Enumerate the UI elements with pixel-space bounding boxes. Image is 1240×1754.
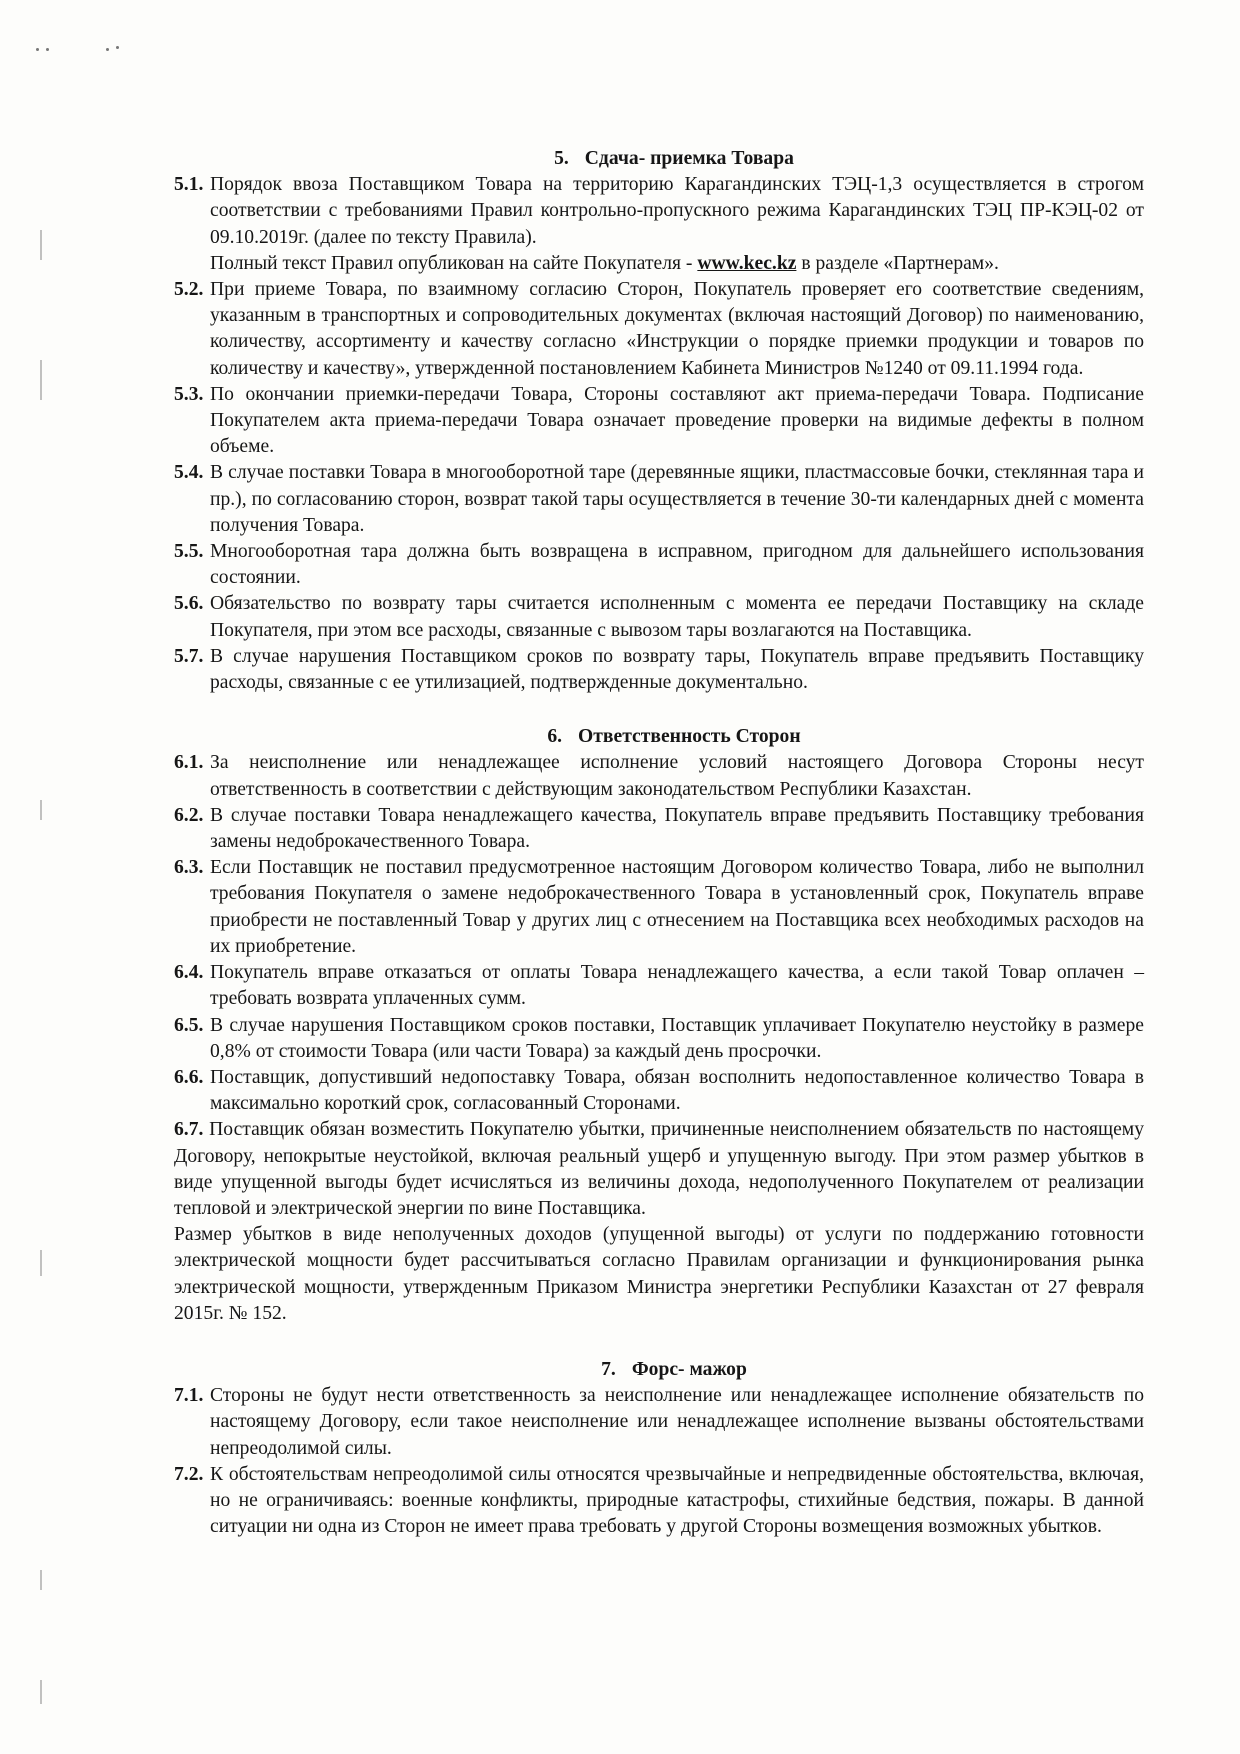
section-7-title: 7. Форс- мажор (601, 1358, 747, 1380)
clause-6-3 (174, 855, 1144, 960)
clause-number: 5.2. (174, 279, 204, 301)
clause-number: 5.5. (174, 541, 204, 563)
clause-6-6 (174, 1065, 1144, 1117)
clause-5-3 (174, 382, 1144, 461)
clause-number: 6.7. (174, 1119, 204, 1141)
clause-5-6 (174, 591, 1144, 643)
clause-text: Полный текст Правил опубликован на сайте Покупателя - www.kec.kz в разделе «Партнерам». (210, 252, 999, 274)
clause-text: В случае поставки Товара в многооборотной таре (деревянные ящики, пластмассовые бочки, стеклянная тара и пр.), по согласованию сторон, возврат такой тары осуществляется в течение 30-ти календарных дней с момента получения Товара. (210, 462, 1144, 536)
clause-number: 5.1. (174, 174, 204, 196)
clause-5-1 (174, 172, 1144, 277)
clause-text: За неисполнение или ненадлежащее исполнение условий настоящего Договора Стороны несут ответственность в соответствии с действующим законодательством Республики Казахстан. (210, 752, 1144, 800)
clause-6-2 (174, 803, 1144, 855)
scan-edge-mark (40, 230, 42, 260)
clause-text: В случае поставки Товара ненадлежащего качества, Покупатель вправе предъявить Поставщику требования замены недоброкачественного Товара. (210, 804, 1144, 853)
clause-text: Обязательство по возврату тары считается исполненным с момента ее передачи Поставщику на складе Покупателя, при этом все расходы, связанные с вывозом тары возлагаются на Поставщика. (210, 593, 1144, 641)
scan-edge-mark (40, 360, 42, 400)
clause-number: 6.3. (174, 857, 204, 879)
clause-text: При приеме Товара, по взаимному согласию Сторон, Покупатель проверяет его соответствие сведениям, указанным в транспортных и сопроводительных документах (включая настоящий Договор) по наименованию, количеству, ассортименту и качеству согласно «Инструкции о порядке приемки продукции и товаров по количеству и качеству», утвержденной постановлением Кабинета Министров №1240 от 09.11.1994 года. (210, 279, 1144, 379)
clause-number: 6.1. (174, 752, 204, 774)
clause-text: Поставщик обязан возместить Покупателю убытки, причиненные неисполнением обязательств по настоящему Договору, непокрытые неустойкой, включая реальный ущерб и упущенную выгоду. При этом размер убытков в виде упущенной выгоды будет исчисляться из величины дохода, недополученного Покупателем от реализации тепловой и электрической энергии по вине Поставщика. (174, 1119, 1144, 1219)
scan-edge-mark (40, 1570, 42, 1590)
scan-edge-mark (40, 800, 42, 820)
clause-5-4 (174, 460, 1144, 539)
clause-number: 5.3. (174, 383, 204, 405)
clause-text: Порядок ввоза Поставщиком Товара на территорию Карагандинских ТЭЦ-1,3 осуществляется в строгом соответствии с требованиями Правил контрольно-пропускного режима Карагандинских ТЭЦ ПР-КЭЦ-02 от 09.10.2019г. (далее по тексту Правила). (210, 174, 1144, 248)
clause-5-7 (174, 644, 1144, 696)
clause-text: К обстоятельствам непреодолимой силы относятся чрезвычайные и непредвиденные обстоятельства, включая, но не ограничиваясь: военные конфликты, природные катастрофы, стихийные бедствия, пожары. В данной ситуации ни одна из Сторон не имеет права требовать у другой Стороны возмещения возможных убытков. (210, 1463, 1144, 1538)
clause-text: Покупатель вправе отказаться от оплаты Товара ненадлежащего качества, а если такой Товар оплачен – требовать возврата уплаченных сумм. (210, 962, 1144, 1010)
clause-text: В случае нарушения Поставщиком сроков по возврату тары, Покупатель вправе предъявить Поставщику расходы, связанные с ее утилизацией, подтвержденные документально. (210, 645, 1144, 694)
scan-edge-mark (40, 1250, 42, 1276)
scan-edge-mark (40, 1680, 42, 1704)
clause-text: Если Поставщик не поставил предусмотренное настоящим Договором количество Товара, либо не выполнил требования Покупателя о замене недоброкачественного Товара в установленный срок, Покупатель вправе приобрести не поставленный Товар у других лиц с отнесением на Поставщика всех необходимых расходов на их приобретение. (210, 857, 1144, 957)
website-link[interactable]: www.kec.kz (697, 252, 797, 274)
clause-6-1 (174, 750, 1144, 802)
clause-text: Стороны не будут нести ответственность за неисполнение или ненадлежащее исполнение обязательств по настоящему Договору, если такое неисполнение или ненадлежащее исполнение вызваны обстоятельствами непреодолимой силы. (210, 1385, 1144, 1459)
clause-number: 6.6. (174, 1066, 204, 1088)
clause-6-4 (174, 960, 1144, 1012)
document-page (174, 146, 1144, 1540)
clause-text: По окончании приемки-передачи Товара, Стороны составляют акт приема-передачи Товара. Подписание Покупателем акта приема-передачи Товара означает проведение проверки на видимые дефекты в полном объеме. (210, 383, 1144, 458)
clause-6-5 (174, 1013, 1144, 1065)
clause-text: Поставщик, допустивший недопоставку Товара, обязан восполнить недопоставленное количество Товара в максимально короткий срок, согласованный Сторонами. (210, 1066, 1144, 1115)
clause-number: 7.1. (174, 1385, 204, 1407)
clause-number: 5.6. (174, 593, 204, 615)
clause-number: 6.2. (174, 804, 204, 826)
closing-paragraph: Размер убытков в виде неполученных доходов (упущенной выгоды) от услуги по поддержанию готовности электрической мощности будет рассчитываться согласно Правилам организации и функционирования рынка электрической мощности, утвержденным Приказом Министра энергетики Республики Казахстан от 27 февраля 2015г. № 152. (174, 1224, 1144, 1324)
clause-6-7 (174, 1117, 1144, 1222)
clause-number: 5.4. (174, 462, 204, 484)
clause-number: 5.7. (174, 645, 204, 667)
clause-5-2 (174, 277, 1144, 382)
section-6-title: 6. Ответственность Сторон (547, 726, 801, 748)
clause-7-1 (174, 1383, 1144, 1462)
clause-text: Многооборотная тара должна быть возвращена в исправном, пригодном для дальнейшего использования состоянии. (210, 541, 1144, 589)
clause-number: 7.2. (174, 1463, 204, 1485)
clause-number: 6.5. (174, 1014, 204, 1036)
section-5-title: 5. Сдача- приемка Товара (554, 148, 794, 169)
clause-text: В случае нарушения Поставщиком сроков поставки, Поставщик уплачивает Покупателю неустойку в размере 0,8% от стоимости Товара (или части Товара) за каждый день просрочки. (210, 1014, 1144, 1062)
clause-number: 6.4. (174, 962, 204, 984)
clause-7-2 (174, 1462, 1144, 1541)
clause-5-5 (174, 539, 1144, 591)
